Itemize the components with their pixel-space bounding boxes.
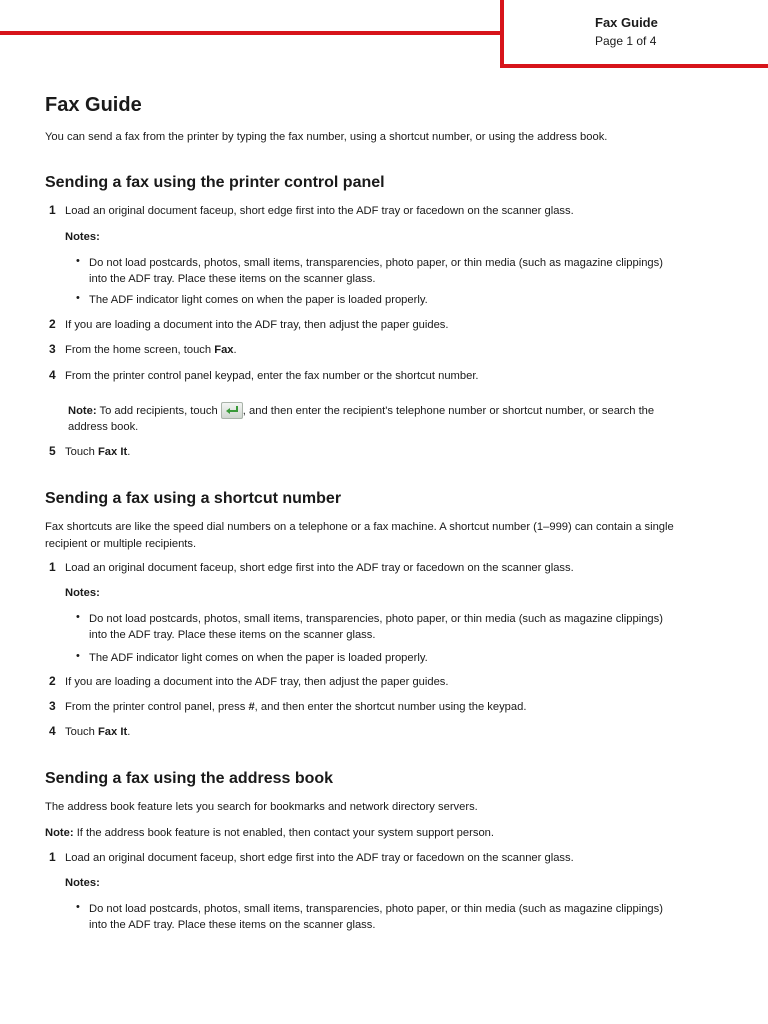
step-text-part: . [127,446,131,458]
bullet: • [76,650,80,662]
step-text-part: , and then enter the shortcut number using the keypad. [254,701,527,713]
note-text: address book. [68,421,139,433]
step-number: 1 [49,560,56,574]
notes-label: Notes: [65,587,100,599]
note-text: Do not load postcards, photos, small items, transparencies, photo paper, or thin media (such as magazine clippings) [89,903,663,915]
note-text: Do not load postcards, photos, small items, transparencies, photo paper, or thin media (such as magazine clippings) [89,257,663,269]
step-text-part: Touch [65,726,98,738]
step-number: 3 [49,342,56,356]
step-text [65,444,130,461]
header-title: Fax Guide [595,15,658,30]
step-number: 2 [49,317,56,331]
section-heading-address-book: Sending a fax using the address book [45,770,334,787]
step-text-part: . [233,344,237,356]
bullet: • [76,611,80,623]
step-text: Load an original document faceup, short edge first into the ADF tray or facedown on the scanner glass. [65,205,574,217]
step-number: 2 [49,674,56,688]
section-intro: recipient or multiple recipients. [45,538,197,550]
step-number: 1 [49,850,56,864]
section-intro: The address book feature lets you search for bookmarks and network directory servers. [45,801,478,813]
step-text [65,699,526,716]
note-text-part: , and then enter the recipient's telephone number or shortcut number, or search the [242,405,655,417]
step-text [65,724,130,741]
page-title: Fax Guide [45,94,142,116]
step-text-part: Touch [65,446,98,458]
note-text-part: If the address book feature is not enabled, then contact your system support person. [73,827,494,839]
step-number: 3 [49,699,56,713]
note-text: The ADF indicator light comes on when the paper is loaded properly. [89,294,428,306]
add-recipient-icon [221,402,243,419]
note-text: into the ADF tray. Place these items on the scanner glass. [89,273,376,285]
note-text: Do not load postcards, photos, small items, transparencies, photo paper, or thin media (such as magazine clippings) [89,613,663,625]
intro-text: You can send a fax from the printer by typing the fax number, using a shortcut number, or using the address book. [45,131,608,143]
step-number: 1 [49,203,56,217]
section-heading-shortcut: Sending a fax using a shortcut number [45,490,342,507]
step-bold-text: # [248,701,255,713]
step-bold-text: Fax It [97,446,128,458]
note-text: The ADF indicator light comes on when the paper is loaded properly. [89,652,428,664]
step-text-part: From the home screen, touch [65,344,215,356]
notes-label: Notes: [65,231,100,243]
step-text-part: From the printer control panel, press [65,701,249,713]
step-text-part: . [127,726,131,738]
note-paragraph [45,825,494,842]
header-page-number: Page 1 of 4 [595,34,657,48]
step-bold-text: Fax [214,344,234,356]
section-intro: Fax shortcuts are like the speed dial numbers on a telephone or a fax machine. A shortcut number (1–999) can contain a single [45,521,674,533]
step-text: Load an original document faceup, short edge first into the ADF tray or facedown on the scanner glass. [65,852,574,864]
note-paragraph [68,402,654,420]
step-number: 4 [49,368,56,382]
notes-label: Notes: [65,877,100,889]
step-bold-text: Fax It [97,726,128,738]
step-number: 5 [49,444,56,458]
step-text [65,342,237,359]
header-rule [0,31,502,35]
step-text: Load an original document faceup, short edge first into the ADF tray or facedown on the scanner glass. [65,562,574,574]
section-heading-control-panel: Sending a fax using the printer control panel [45,174,385,191]
step-text: From the printer control panel keypad, enter the fax number or the shortcut number. [65,370,479,382]
note-label: Note: [68,405,97,417]
bullet: • [76,901,80,913]
note-text: into the ADF tray. Place these items on the scanner glass. [89,629,376,641]
step-number: 4 [49,724,56,738]
step-text: If you are loading a document into the ADF tray, then adjust the paper guides. [65,319,449,331]
note-label: Note: [45,827,74,839]
bullet: • [76,292,80,304]
note-text-part: To add recipients, touch [96,405,221,417]
note-text: into the ADF tray. Place these items on the scanner glass. [89,919,376,931]
bullet: • [76,255,80,267]
step-text: If you are loading a document into the ADF tray, then adjust the paper guides. [65,676,449,688]
